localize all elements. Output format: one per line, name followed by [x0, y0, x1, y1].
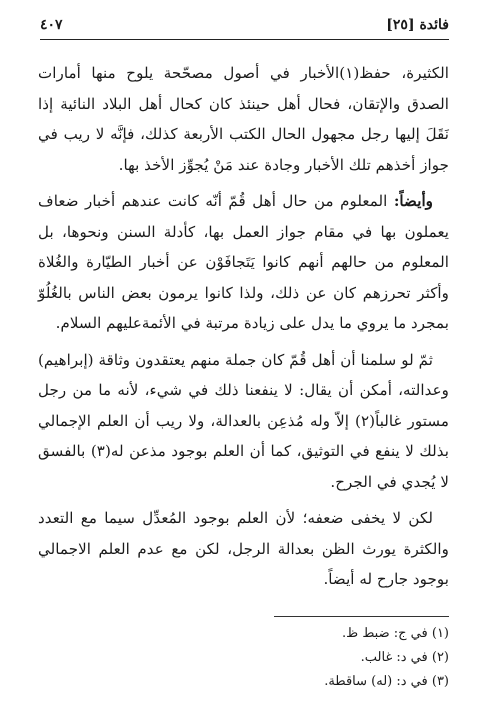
paragraph-2-lead: وأيضاً: [393, 192, 433, 210]
paragraph-2-text: المعلوم من حال أهل قُمّ أنّه كانت عندهم أخبار ضعاف يعملون بها في مقام جواز العمل بها، كأدلة السنن ونحوها، بل المعلوم من حالهم أنهم كانوا يَتَجافَوْن عن أخبار الطيّارة والغُلاة وأكثر تحرزهم كان عن ذلك، ولذا كانوا يرمون بعض الناس بالغُلُوّ بمجرد ما يروي ما يدل على زيادة مرتبة في الأئمةعليهم السلام. [38, 192, 449, 332]
footnote-1: (١) في ج: ضبط ظ. [342, 626, 449, 641]
page-title: فائدة [٢٥] [386, 17, 449, 33]
paragraph-4 [38, 503, 449, 595]
page-number: ٤٠٧ [40, 17, 63, 33]
footnote-3: (٣) في د: (له) ساقطة. [324, 674, 449, 689]
body-text [38, 58, 449, 595]
header-rule [40, 39, 449, 40]
footnote-2: (٢) في د: غالب. [360, 650, 449, 665]
page-header [40, 14, 449, 40]
paragraph-4-text: لكن لا يخفى ضعفه؛ لأن العلم بوجود المُعدِّل سيما مع التعدد والكثرة يورث الظن بعدالة الرجل، لكن مع عدم العلم الاجمالي بوجود جارح له أيضاً. [38, 509, 449, 588]
paragraph-3 [38, 345, 449, 498]
paragraph-3-text: ثمّ لو سلمنا أن أهل قُمّ كان جملة منهم يعتقدون وثاقة (إبراهيم) وعدالته، أمكن أن يقال: لا ينفعنا ذلك في شيء، لأنه ما من رجل مستور غالباً(٢) إلاّ وله مُذعِن بالعدالة، ولا ريب أن العلم الإجمالي بذلك لا ينفع في التوثيق، كما أن العلم بوجود مذعن له(٣) بالفسق لا يُجدي في الجرح. [38, 350, 450, 491]
paragraph-1-text: الكثيرة، حفظ(١)الأخبار في أصول مصحّحة يلوح منها أمارات الصدق والإتقان، فحال أهل حينئذ كان كحال أهل البلاد النائية إذا نَقَلَ إليها رجل مجهول الحال الكتب الأربعة كذلك، فإنَّه لا ريب في جواز أخذهم تلك الأخبار وجادة عند مَنْ يُجوِّز الأخذ بها. [38, 64, 449, 174]
footnote-separator [274, 616, 449, 617]
footnotes [200, 622, 449, 694]
paragraph-1 [38, 58, 449, 180]
paragraph-2 [38, 186, 449, 339]
